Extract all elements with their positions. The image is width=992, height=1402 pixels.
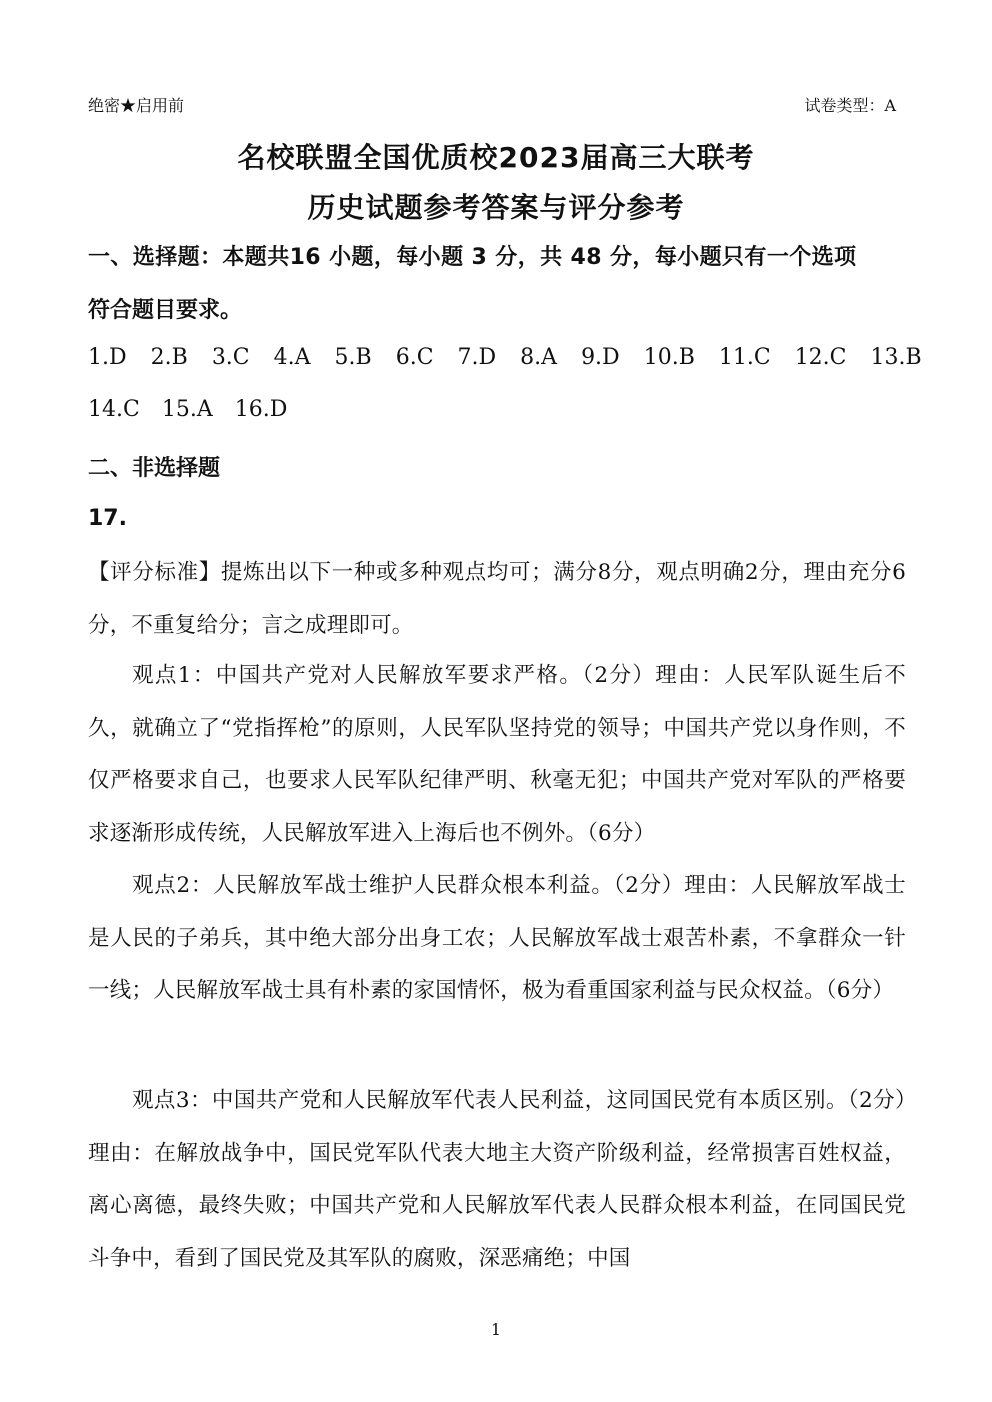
answer-item: 12.C [794,345,847,370]
answer-list-row-1 [88,345,946,370]
answer-item: 15.A [161,397,213,422]
answer-item: 3.C [211,345,250,370]
viewpoint-1: 观点1：中国共产党对人民解放军要求严格。（2分）理由：人民军队诞生后不久，就确立了“党指挥枪”的原则，人民军队坚持党的领导；中国共产党以身作则，不仅严格要求自己，也要求人民军队纪律严明、秋毫无犯；中国共产党对军队的严格要求逐渐形成传统，人民解放军进入上海后也不例外。（6分） [88,663,906,846]
scoring-standard: 【评分标准】提炼出以下一种或多种观点均可；满分8分，观点明确2分，理由充分6分，不重复给分；言之成理即可。 [88,560,906,638]
answer-item: 16.D [234,397,288,422]
section1-heading: 一、选择题：本题共16 小题，每小题 3 分，共 48 分，每小题只有一个选项 [88,245,857,270]
viewpoint-2: 观点2：人民解放军战士维护人民群众根本利益。（2分）理由：人民解放军战士是人民的子弟兵，其中绝大部分出身工农；人民解放军战士艰苦朴素，不拿群众一针一线；人民解放军战士具有朴素的家国情怀，极为看重国家利益与民众权益。（6分） [88,873,906,1003]
viewpoint-3: 观点3：中国共产党和人民解放军代表人民利益，这同国民党有本质区别。（2分）理由：在解放战争中，国民党军队代表大地主大资产阶级利益，经常损害百姓权益，离心离德，最终失败；中国共产党和人民解放军代表人民群众根本利益，在同国民党斗争中，看到了国民党及其军队的腐败，深恶痛绝；中国 [88,1088,906,1271]
answer-item: 14.C [88,397,140,422]
question-number: 17. [88,506,127,531]
answer-item: 6.C [395,345,434,370]
section1-heading-continued: 符合题目要求。 [88,298,243,323]
section2-heading: 二、非选择题 [88,456,221,481]
answer-item: 13.B [870,345,922,370]
confidential-label: 绝密★启用前 [88,96,185,115]
answer-item: 1.D [88,345,127,370]
answer-item: 7.D [457,345,497,370]
document-title: 名校联盟全国优质校2023届高三大联考 [237,141,755,174]
document-subtitle: 历史试题参考答案与评分参考 [307,191,685,224]
answer-item: 5.B [334,345,372,370]
answer-item: 2.B [150,345,188,370]
answer-list-row-2 [88,397,309,422]
paper-type-label: 试卷类型：A [804,96,896,115]
answer-item: 11.C [718,345,771,370]
answer-item: 8.A [520,345,558,370]
answer-item: 10.B [643,345,695,370]
answer-item: 4.A [273,345,311,370]
page-number: 1 [490,1320,502,1339]
answer-item: 9.D [581,345,620,370]
